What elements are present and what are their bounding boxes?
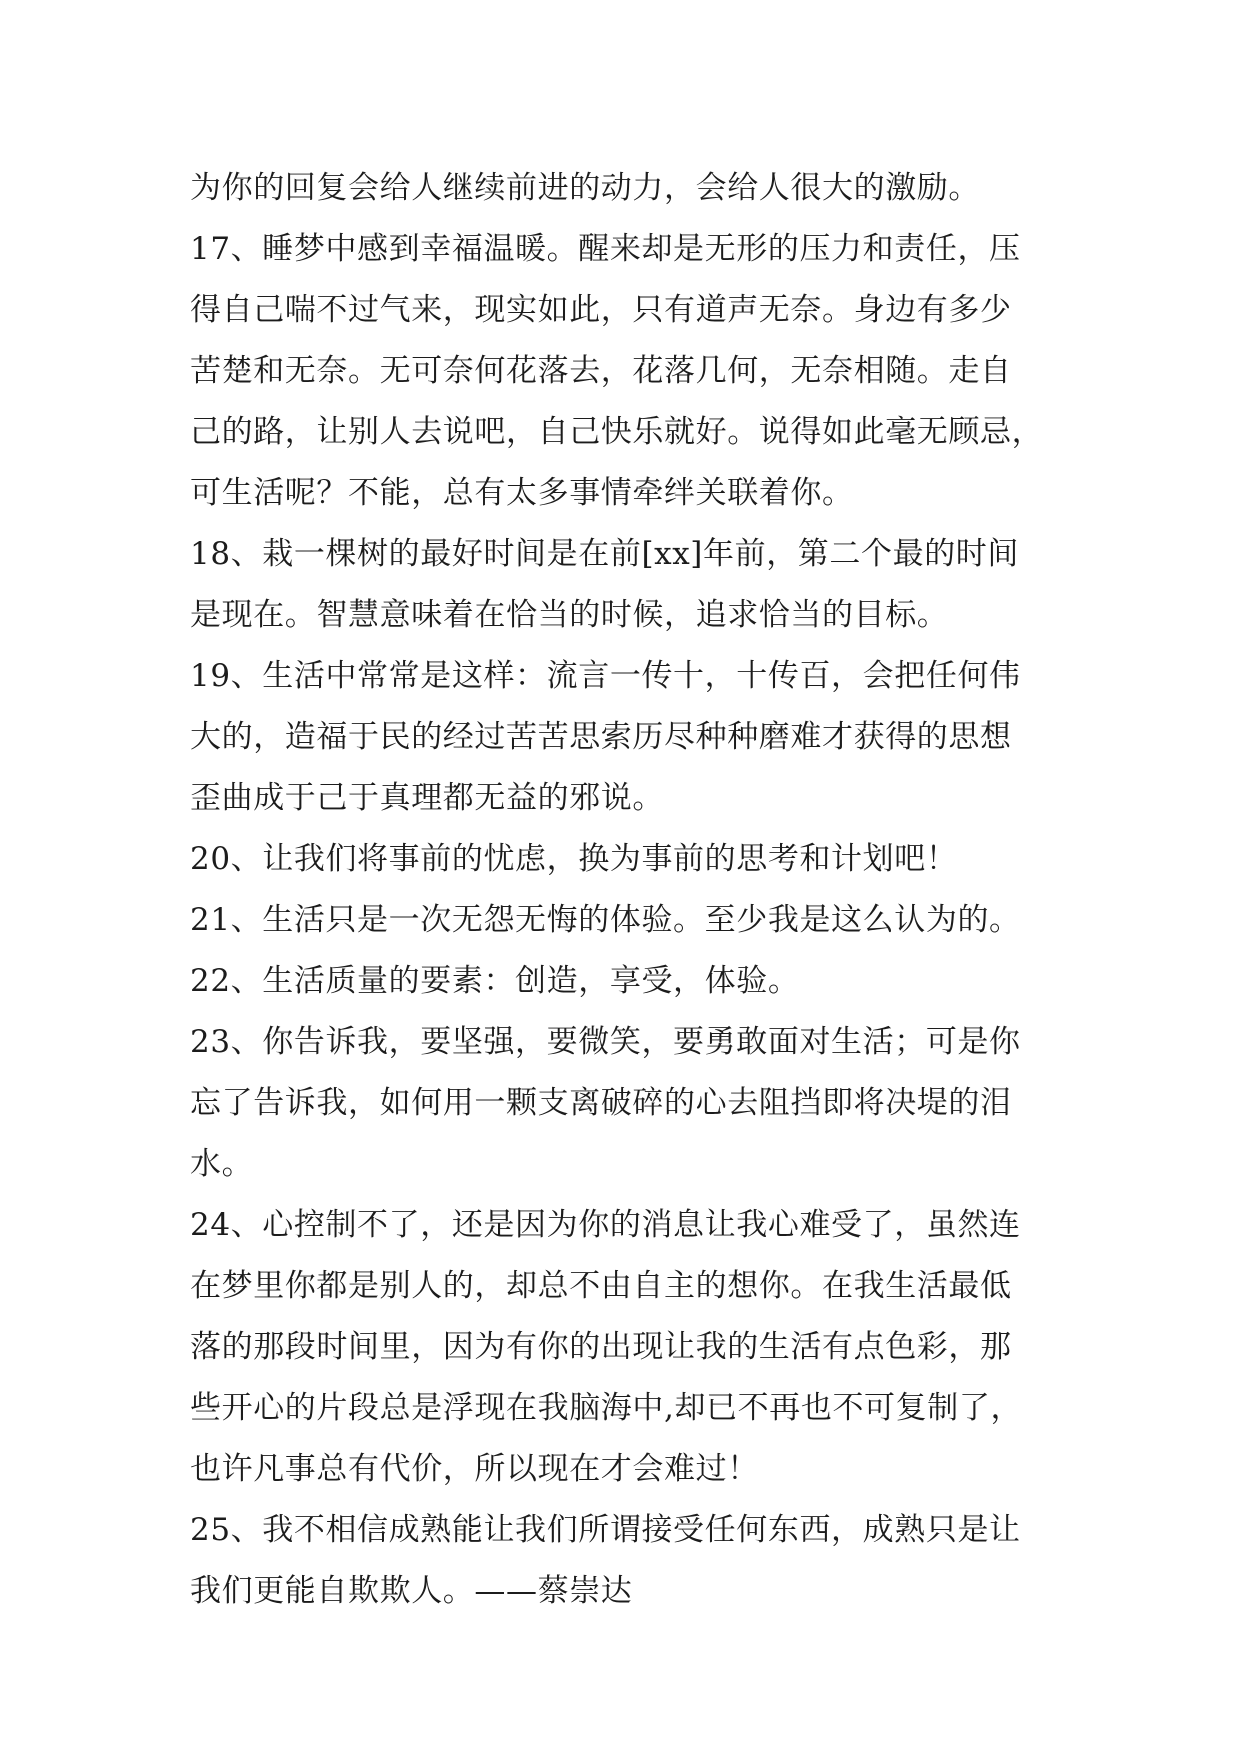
text-line: 落的那段时间里，因为有你的出现让我的生活有点色彩，那 — [190, 1329, 1012, 1365]
text-line: 大的，造福于民的经过苦苦思索历尽种种磨难才获得的思想 — [190, 719, 1012, 755]
text-line: 21、生活只是一次无怨无悔的体验。至少我是这么认为的。 — [190, 902, 1021, 938]
text-line: 可生活呢？不能，总有太多事情牵绊关联着你。 — [190, 475, 854, 511]
text-line: 忘了告诉我，如何用一颗支离破碎的心去阻挡即将决堤的泪 — [190, 1085, 1012, 1121]
text-line: 22、生活质量的要素：创造，享受，体验。 — [190, 963, 800, 999]
text-line: 歪曲成于己于真理都无益的邪说。 — [190, 780, 664, 816]
text-line: 18、栽一棵树的最好时间是在前[xx]年前，第二个最的时间 — [190, 536, 1019, 572]
text-line: 20、让我们将事前的忧虑，换为事前的思考和计划吧！ — [190, 841, 958, 877]
text-line: 25、我不相信成熟能让我们所谓接受任何东西，成熟只是让 — [190, 1512, 1021, 1548]
text-line: 24、心控制不了，还是因为你的消息让我心难受了，虽然连 — [190, 1207, 1021, 1243]
text-line: 为你的回复会给人继续前进的动力，会给人很大的激励。 — [190, 170, 980, 206]
text-line: 是现在。智慧意味着在恰当的时候，追求恰当的目标。 — [190, 597, 949, 633]
text-line: 我们更能自欺欺人。——蔡崇达 — [190, 1573, 633, 1609]
text-line: 水。 — [190, 1146, 254, 1182]
text-line: 己的路，让别人去说吧，自己快乐就好。说得如此毫无顾忌， — [190, 414, 1044, 450]
text-line: 19、生活中常常是这样：流言一传十，十传百，会把任何伟 — [190, 658, 1021, 694]
document-body — [190, 158, 1070, 1622]
text-line: 得自己喘不过气来，现实如此，只有道声无奈。身边有多少 — [190, 292, 1012, 328]
text-line: 在梦里你都是别人的，却总不由自主的想你。在我生活最低 — [190, 1268, 1012, 1304]
text-line: 17、睡梦中感到幸福温暖。醒来却是无形的压力和责任，压 — [190, 231, 1021, 267]
text-line: 23、你告诉我，要坚强，要微笑，要勇敢面对生活；可是你 — [190, 1024, 1021, 1060]
text-line: 苦楚和无奈。无可奈何花落去，花落几何，无奈相随。走自 — [190, 353, 1012, 389]
text-line: 也许凡事总有代价，所以现在才会难过！ — [190, 1451, 759, 1487]
text-line: 些开心的片段总是浮现在我脑海中,却已不再也不可复制了， — [190, 1390, 1023, 1426]
